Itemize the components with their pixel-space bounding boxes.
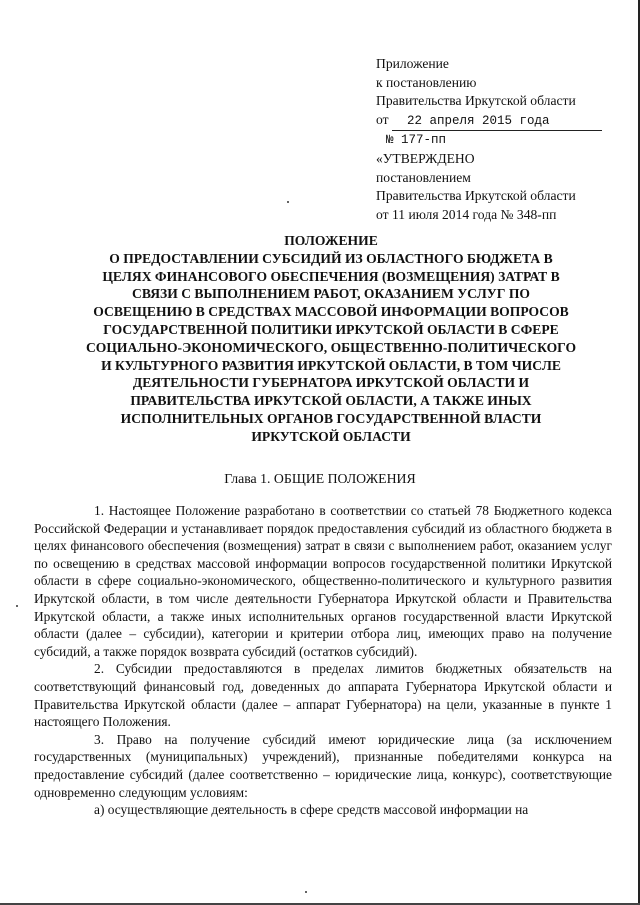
title-line: О ПРЕДОСТАВЛЕНИИ СУБСИДИЙ ИЗ ОБЛАСТНОГО БЮДЖЕТА В: [109, 250, 553, 266]
appendix-number: № 177-пп: [386, 133, 447, 148]
title-line: СОЦИАЛЬНО-ЭКОНОМИЧЕСКОГО, ОБЩЕСТВЕННО-ПОЛИТИЧЕСКОГО: [85, 339, 577, 355]
approved-org: Правительства Иркутской области: [376, 188, 576, 204]
title-line: ОСВЕЩЕНИЮ В СРЕДСТВАХ МАССОВОЙ ИНФОРМАЦИИ ВОПРОСОВ: [93, 304, 569, 320]
title-heading: ПОЛОЖЕНИЕ: [284, 233, 378, 248]
paragraph-2: 2. Субсидии предоставляются в пределах лимитов бюджетных обязательств на соответствующий финансовый год, доведенных до аппарата Губернатора Иркутской области и Правительства Иркутской области (далее – аппарат Губернатора) на цели, указанные в пункте 1 настоящего Положения.: [34, 661, 612, 730]
paragraph-3: 3. Право на получение субсидий имеют юридические лица (за исключением государственных (муниципальных) учреждений), признанные победителями конкурса на предоставление субсидий (далее соответственно – юридические лица, конкурс), соответствующие одновременно следующим условиям:: [34, 731, 612, 800]
scan-speck: [305, 891, 307, 893]
title-line: ИРКУТСКОЙ ОБЛАСТИ: [251, 428, 411, 444]
title-line: ГОСУДАРСТВЕННОЙ ПОЛИТИКИ ИРКУТСКОЙ ОБЛАСТИ В СФЕРЕ: [103, 321, 559, 337]
paragraph-1: 1. Настоящее Положение разработано в соответствии со статьей 78 Бюджетного кодекса Российской Федерации и устанавливает порядок предоставления субсидий из областного бюджета в целях финансового обеспечения (возмещения) затрат в связи с выполнением работ, оказанием услуг по освещению в средствах массовой информации вопросов государственной политики Иркутской области в сфере социально-экономического, общественно-политического и культурного развития Иркутской области, в том числе деятельности Губернатора Иркутской области и Правительства Иркутской области, а также иных исполнительных органов государственной власти Иркутской области (далее – субсидии), категории и критерии отбора лиц, имеющих право на получение субсидий, а также порядок возврата субсидий (остатков субсидий).: [34, 503, 612, 659]
appendix-date: [392, 112, 602, 132]
appendix-line-1: Приложение: [376, 56, 449, 71]
approved-by: постановлением: [376, 169, 471, 185]
document-title: [40, 232, 622, 446]
appendix-block: [376, 55, 602, 224]
title-line: СВЯЗИ С ВЫПОЛНЕНИЕМ РАБОТ, ОКАЗАНИЕМ УСЛУГ ПО: [132, 286, 530, 302]
document-body: [34, 502, 612, 819]
title-line: ДЕЯТЕЛЬНОСТИ ГУБЕРНАТОРА ИРКУТСКОЙ ОБЛАСТИ И: [132, 375, 530, 391]
appendix-line-3: Правительства Иркутской области: [376, 93, 576, 109]
title-line: ЦЕЛЯХ ФИНАНСОВОГО ОБЕСПЕЧЕНИЯ (ВОЗМЕЩЕНИЯ) ЗАТРАТ В: [102, 268, 560, 284]
appendix-date-row: [376, 111, 602, 132]
appendix-date-text: 22 апреля 2015 года: [406, 113, 550, 128]
approved-label: «УТВЕРЖДЕНО: [376, 150, 475, 166]
date-prefix: от: [376, 111, 389, 127]
paragraph-3a: а) осуществляющие деятельность в сфере средств массовой информации на: [94, 802, 529, 818]
scan-speck: [287, 201, 289, 203]
title-line: ПРАВИТЕЛЬСТВА ИРКУТСКОЙ ОБЛАСТИ, А ТАКЖЕ ИНЫХ: [130, 393, 532, 409]
chapter-heading: Глава 1. ОБЩИЕ ПОЛОЖЕНИЯ: [224, 471, 416, 486]
appendix-line-2: к постановлению: [376, 74, 477, 90]
scan-speck: [16, 605, 18, 607]
title-line: И КУЛЬТУРНОГО РАЗВИТИЯ ИРКУТСКОЙ ОБЛАСТИ, В ТОМ ЧИСЛЕ: [101, 357, 561, 373]
title-line: ИСПОЛНИТЕЛЬНЫХ ОРГАНОВ ГОСУДАРСТВЕННОЙ ВЛАСТИ: [120, 410, 542, 426]
approved-date: от 11 июля 2014 года № 348-пп: [376, 206, 557, 222]
